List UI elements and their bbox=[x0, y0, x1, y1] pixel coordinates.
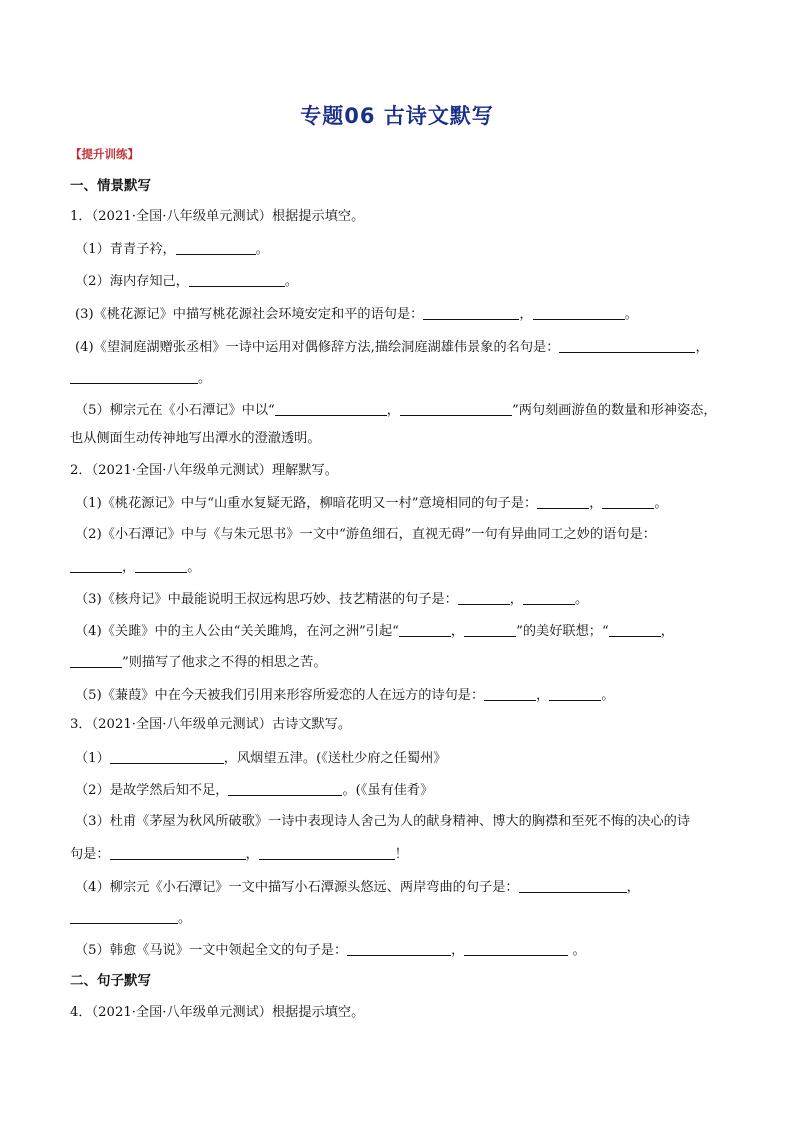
text: ， bbox=[589, 496, 603, 511]
question-4-header: 4．（2021·全国·八年级单元测试）根据提示填空。 bbox=[70, 1005, 365, 1020]
text: ”两句刻画游鱼的数量和形神姿态， bbox=[511, 403, 717, 418]
q1-item-4 bbox=[75, 338, 735, 357]
q2-item-2: （2)《小石潭记》中与《与朱元思书》一文中“游鱼细石，直视无碍”一句有异曲同工之妙的语句是： bbox=[75, 527, 656, 542]
q2-item-3 bbox=[75, 590, 735, 609]
text: 。 bbox=[198, 371, 212, 386]
q1-item-5-cont: 也从侧面生动传神地写出潭水的澄澈透明。 bbox=[70, 431, 321, 446]
answer-blank[interactable] bbox=[110, 749, 224, 764]
text: （4)《关雎》中的主人公由“关关雎鸠，在河之洲”引起“ bbox=[75, 624, 399, 639]
answer-blank[interactable] bbox=[464, 941, 568, 956]
text: ！ bbox=[394, 847, 408, 862]
text: 句是： bbox=[70, 847, 110, 862]
text: ， bbox=[451, 943, 465, 958]
text: (3)《桃花源记》中描写桃花源社会环境安定和平的语句是： bbox=[75, 307, 424, 322]
text: ， bbox=[245, 847, 259, 862]
answer-blank[interactable] bbox=[559, 338, 695, 353]
answer-blank[interactable] bbox=[228, 781, 342, 796]
answer-blank[interactable] bbox=[423, 305, 519, 320]
text: 。 bbox=[624, 307, 638, 322]
answer-blank[interactable] bbox=[533, 305, 625, 320]
answer-blank[interactable] bbox=[189, 272, 285, 287]
q1-item-5 bbox=[75, 401, 735, 420]
section-tag: 【提升训练】 bbox=[70, 147, 139, 161]
q2-item-4 bbox=[75, 622, 735, 641]
answer-blank[interactable] bbox=[110, 845, 246, 860]
answer-blank[interactable] bbox=[135, 558, 187, 573]
answer-blank[interactable] bbox=[70, 558, 122, 573]
text: 。(《虽有佳肴》 bbox=[342, 783, 434, 798]
q3-item-5 bbox=[75, 941, 735, 960]
question-3-header: 3．（2021·全国·八年级单元测试）古诗文默写。 bbox=[70, 717, 352, 732]
text: 。 bbox=[568, 943, 586, 958]
answer-blank[interactable] bbox=[549, 686, 601, 701]
q3-item-3: （3）杜甫《茅屋为秋风所破歌》一诗中表现诗人舍己为人的献身精神、博大的胸襟和至死不悔的决心的诗 bbox=[75, 814, 691, 829]
question-2-header: 2．（2021·全国·八年级单元测试）理解默写。 bbox=[70, 463, 338, 478]
text: （2）海内存知己， bbox=[75, 274, 189, 289]
text: （4）柳宗元《小石潭记》一文中描写小石潭源头悠远、两岸弯曲的句子是： bbox=[75, 880, 519, 895]
answer-blank[interactable] bbox=[464, 622, 516, 637]
text: ”的美好联想；“ bbox=[516, 624, 609, 639]
answer-blank[interactable] bbox=[70, 653, 122, 668]
answer-blank[interactable] bbox=[275, 401, 387, 416]
q2-item-1 bbox=[75, 494, 735, 513]
answer-blank[interactable] bbox=[609, 622, 661, 637]
text: 。 bbox=[601, 688, 615, 703]
answer-blank[interactable] bbox=[519, 878, 627, 893]
text: ， bbox=[386, 403, 400, 418]
q1-item-3 bbox=[75, 305, 735, 324]
answer-blank[interactable] bbox=[484, 686, 536, 701]
text: ，风烟望五津。(《送杜少府之任蜀州》 bbox=[223, 751, 447, 766]
text: （5)《蒹葭》中在今天被我们引用来形容所爱恋的人在远方的诗句是： bbox=[75, 688, 485, 703]
text: 。 bbox=[255, 242, 269, 257]
text: 。 bbox=[654, 496, 668, 511]
text: （3)《核舟记》中最能说明王叔远构思巧妙、技艺精湛的句子是： bbox=[75, 592, 458, 607]
question-1-header: 1．（2021·全国·八年级单元测试）根据提示填空。 bbox=[70, 209, 365, 224]
answer-blank[interactable] bbox=[537, 494, 589, 509]
text: ， bbox=[660, 624, 674, 639]
q2-item-5 bbox=[75, 686, 735, 705]
answer-blank[interactable] bbox=[399, 622, 451, 637]
text: 。 bbox=[574, 592, 589, 607]
text: （2）是故学然后知不足， bbox=[75, 783, 229, 798]
text: 。 bbox=[284, 274, 299, 289]
section-heading-2: 二、句子默写 bbox=[70, 973, 151, 989]
text: ”则描写了他求之不得的相思之苦。 bbox=[122, 655, 327, 670]
q1-item-1 bbox=[75, 240, 735, 259]
answer-blank[interactable] bbox=[602, 494, 654, 509]
text: （5）柳宗元在《小石潭记》中以“ bbox=[75, 403, 275, 418]
answer-blank[interactable] bbox=[259, 845, 395, 860]
text: （5）韩愈《马说》一文中领起全文的句子是： bbox=[75, 943, 348, 958]
text: （1）青青子衿， bbox=[75, 242, 176, 257]
answer-blank[interactable] bbox=[458, 590, 510, 605]
q2-item-2-cont bbox=[70, 558, 730, 577]
answer-blank[interactable] bbox=[176, 240, 256, 255]
q3-item-3-cont bbox=[70, 845, 730, 864]
answer-blank[interactable] bbox=[400, 401, 512, 416]
text: ， bbox=[626, 880, 640, 895]
text: ， bbox=[122, 560, 136, 575]
text: (4)《望洞庭湖赠张丞相》一诗中运用对偶修辞方法,描绘洞庭湖雄伟景象的名句是： bbox=[75, 340, 560, 355]
answer-blank[interactable] bbox=[523, 590, 575, 605]
q2-item-4-cont bbox=[70, 653, 730, 672]
answer-blank[interactable] bbox=[70, 369, 198, 384]
q3-item-1 bbox=[75, 749, 735, 768]
answer-blank[interactable] bbox=[70, 909, 178, 924]
q1-item-2 bbox=[75, 272, 735, 291]
text: （1） bbox=[75, 751, 110, 766]
text: ， bbox=[519, 307, 533, 322]
text: 。 bbox=[178, 911, 192, 926]
q3-item-4-cont bbox=[70, 909, 730, 928]
page-title: 专题06 古诗文默写 bbox=[300, 104, 494, 128]
text: ， bbox=[509, 592, 523, 607]
q1-item-4-cont bbox=[70, 369, 730, 388]
q3-item-4 bbox=[75, 878, 735, 897]
q3-item-2 bbox=[75, 781, 735, 800]
answer-blank[interactable] bbox=[347, 941, 451, 956]
text: 。 bbox=[187, 560, 201, 575]
text: （1)《桃花源记》中与“山重水复疑无路，柳暗花明又一村”意境相同的句子是： bbox=[75, 496, 538, 511]
section-heading-1: 一、情景默写 bbox=[70, 178, 151, 194]
text: ， bbox=[695, 340, 709, 355]
text: ， bbox=[450, 624, 465, 639]
text: ， bbox=[536, 688, 550, 703]
